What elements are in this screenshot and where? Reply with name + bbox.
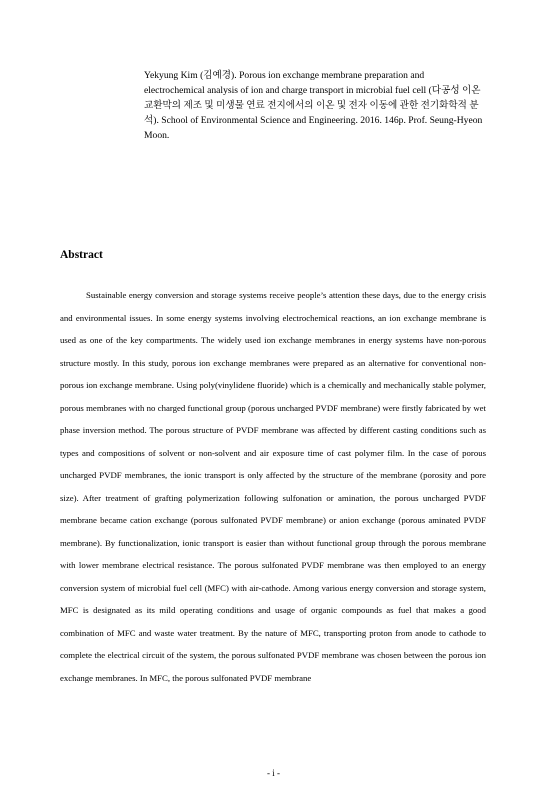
page-number: - i - — [267, 768, 280, 778]
citation-details: School of Environmental Science and Engineering. 2016. 146p. Prof. Seung-Hyeon Moon. — [144, 115, 483, 141]
abstract-heading: Abstract — [60, 249, 103, 261]
abstract-paragraph: Sustainable energy conversion and storage systems receive people’s attention these days, due to the energy crisis and environmental issues. In some energy systems involving electrochemical reactions, an ion exchange membrane is used as one of the key compartments. The widely used ion exchange membranes in energy systems have non-porous structure mostly. In this study, porous ion exchange membranes were prepared as an alternative for conventional non-porous ion exchange membrane. Using poly(vinylidene fluoride) which is a chemically and mechanically stable polymer, porous membranes with no charged functional group (porous uncharged PVDF membrane) were firstly fabricated by wet phase inversion method. The porous structure of PVDF membrane was affected by different casting conditions such as types and compositions of solvent or non-solvent and air exposure time of cast polymer film. In the case of porous uncharged PVDF membranes, the ionic transport is only affected by the structure of the membrane (porosity and pore size). After treatment of grafting polymerization following sulfonation or amination, the porous uncharged PVDF membrane became cation exchange (porous sulfonated PVDF membrane) or anion exchange (porous aminated PVDF membrane). By functionalization, ionic transport is easier than without functional group through the porous membrane with lower membrane electrical resistance. The porous sulfonated PVDF membrane was then employed to an energy conversion system of microbial fuel cell (MFC) with air-cathode. Among various energy conversion and storage system, MFC is designated as its mild operating conditions and usage of organic compounds as fuel that makes a good combination of MFC and waste water treatment. By the nature of MFC, transporting proton from anode to cathode to complete the electrical circuit of the system, the porous sulfonated PVDF membrane was chosen between the porous ion exchange membranes. In MFC, the porous sulfonated PVDF membrane — [60, 290, 486, 683]
citation-author: Yekyung Kim (김예경). — [144, 70, 240, 81]
citation-title-korean: (다공성 이온 교환막의 제조 및 미생물 연료 전지에서의 이온 및 전자 이동에 관한 전기화학적 분석). — [144, 85, 481, 126]
citation-block — [144, 68, 486, 143]
citation-title-english: Porous ion exchange membrane preparation and electrochemical analysis of ion and charge transport in microbial fuel cell — [144, 70, 429, 96]
